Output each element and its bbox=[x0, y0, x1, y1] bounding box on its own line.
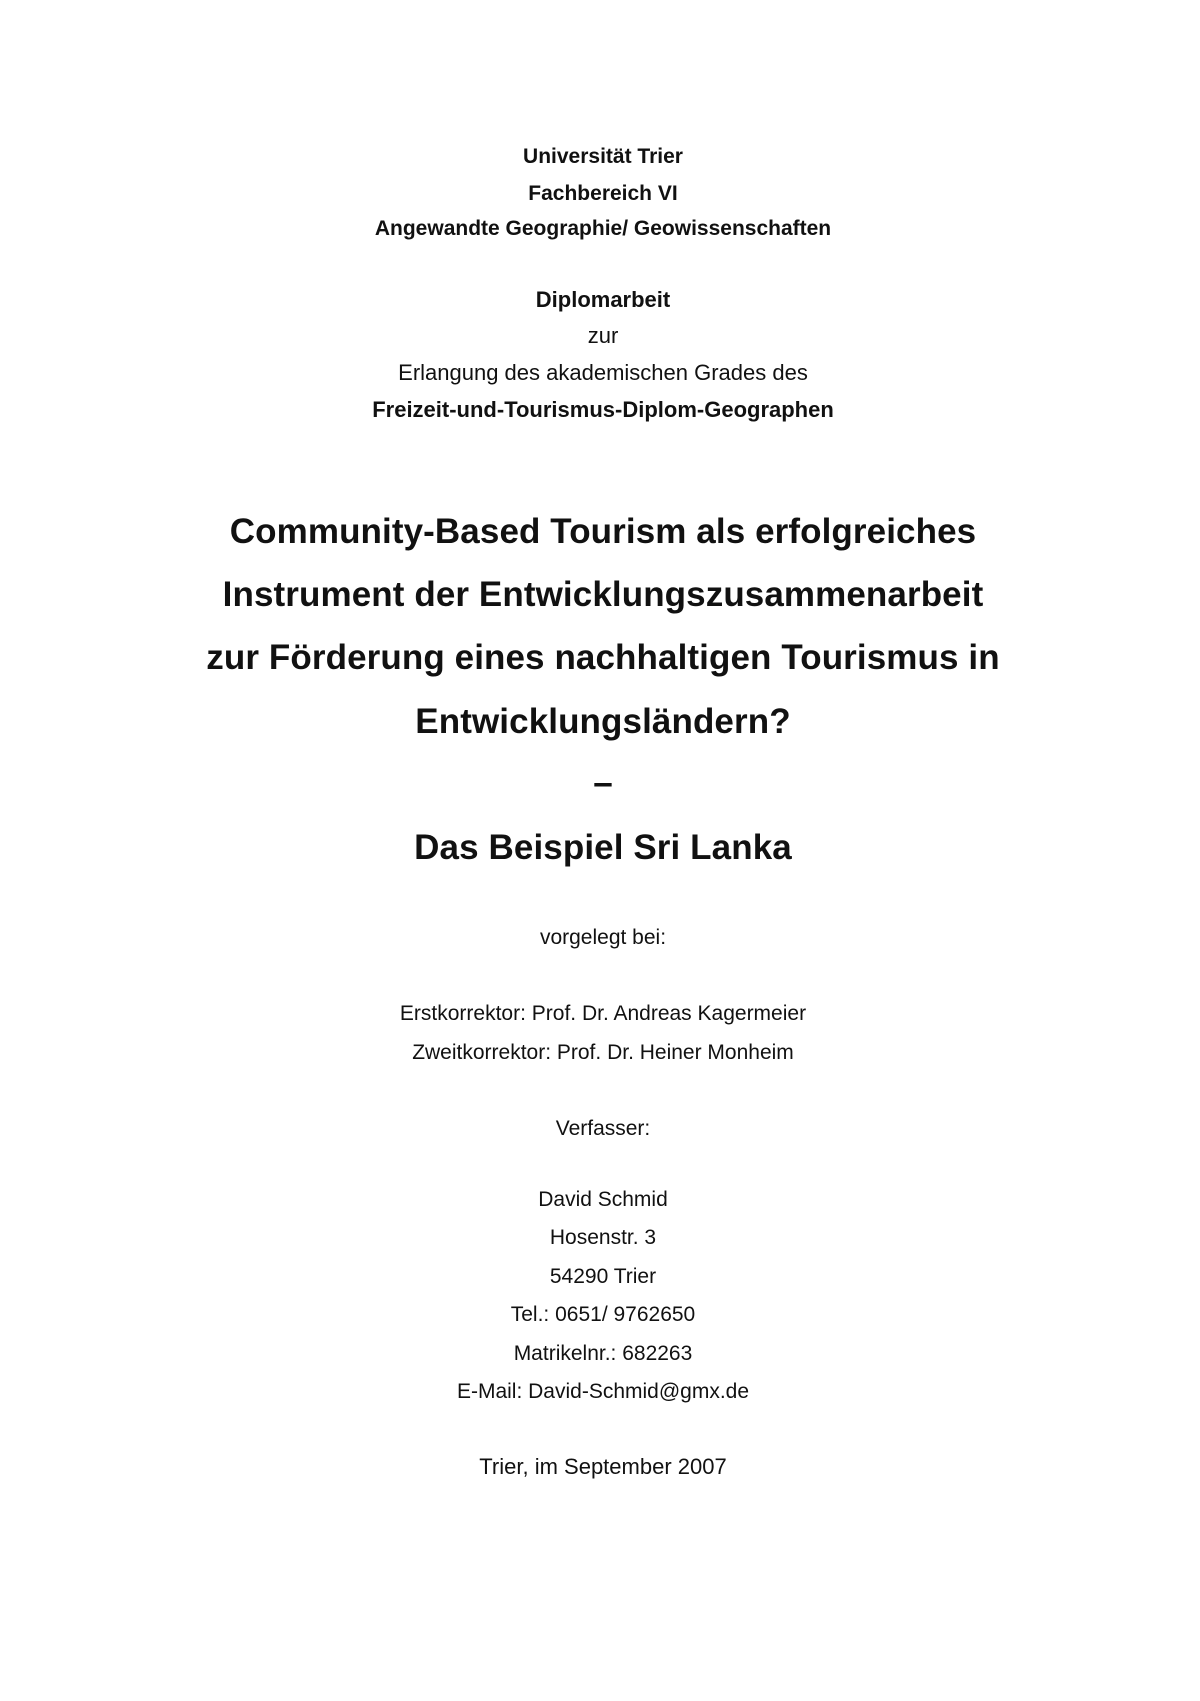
thesis-type: Diplomarbeit bbox=[535, 287, 671, 312]
author-label: Verfasser: bbox=[555, 1117, 651, 1140]
second-examiner: Zweitkorrektor: Prof. Dr. Heiner Monheim bbox=[412, 1041, 794, 1064]
author-matriculation: Matrikelnr.: 682263 bbox=[513, 1342, 693, 1365]
title-dash: – bbox=[593, 763, 613, 802]
title-line-1: Community-Based Tourism als erfolgreiches bbox=[229, 512, 977, 551]
thesis-purpose: Erlangung des akademischen Grades des bbox=[398, 360, 808, 385]
place-date: Trier, im September 2007 bbox=[479, 1454, 727, 1479]
subtitle: Das Beispiel Sri Lanka bbox=[414, 828, 792, 867]
author-email: E-Mail: David-Schmid@gmx.de bbox=[456, 1380, 750, 1403]
submitted-to-label: vorgelegt bei: bbox=[539, 926, 667, 949]
degree-name: Freizeit-und-Tourismus-Diplom-Geographen bbox=[372, 397, 834, 422]
author-phone: Tel.: 0651/ 9762650 bbox=[510, 1303, 696, 1326]
title-line-4: Entwicklungsländern? bbox=[415, 702, 791, 741]
author-city: 54290 Trier bbox=[549, 1265, 657, 1288]
thesis-connector: zur bbox=[587, 323, 619, 348]
author-name: David Schmid bbox=[538, 1188, 668, 1211]
department-name: Fachbereich VI bbox=[528, 182, 678, 205]
field-of-study: Angewandte Geographie/ Geowissenschaften bbox=[374, 217, 832, 240]
title-line-2: Instrument der Entwicklungszusammenarbeit bbox=[222, 575, 984, 614]
title-line-3: zur Förderung eines nachhaltigen Tourismus in bbox=[206, 638, 1000, 677]
author-street: Hosenstr. 3 bbox=[549, 1226, 657, 1249]
university-name: Universität Trier bbox=[523, 145, 683, 168]
first-examiner: Erstkorrektor: Prof. Dr. Andreas Kagermeier bbox=[399, 1002, 807, 1025]
